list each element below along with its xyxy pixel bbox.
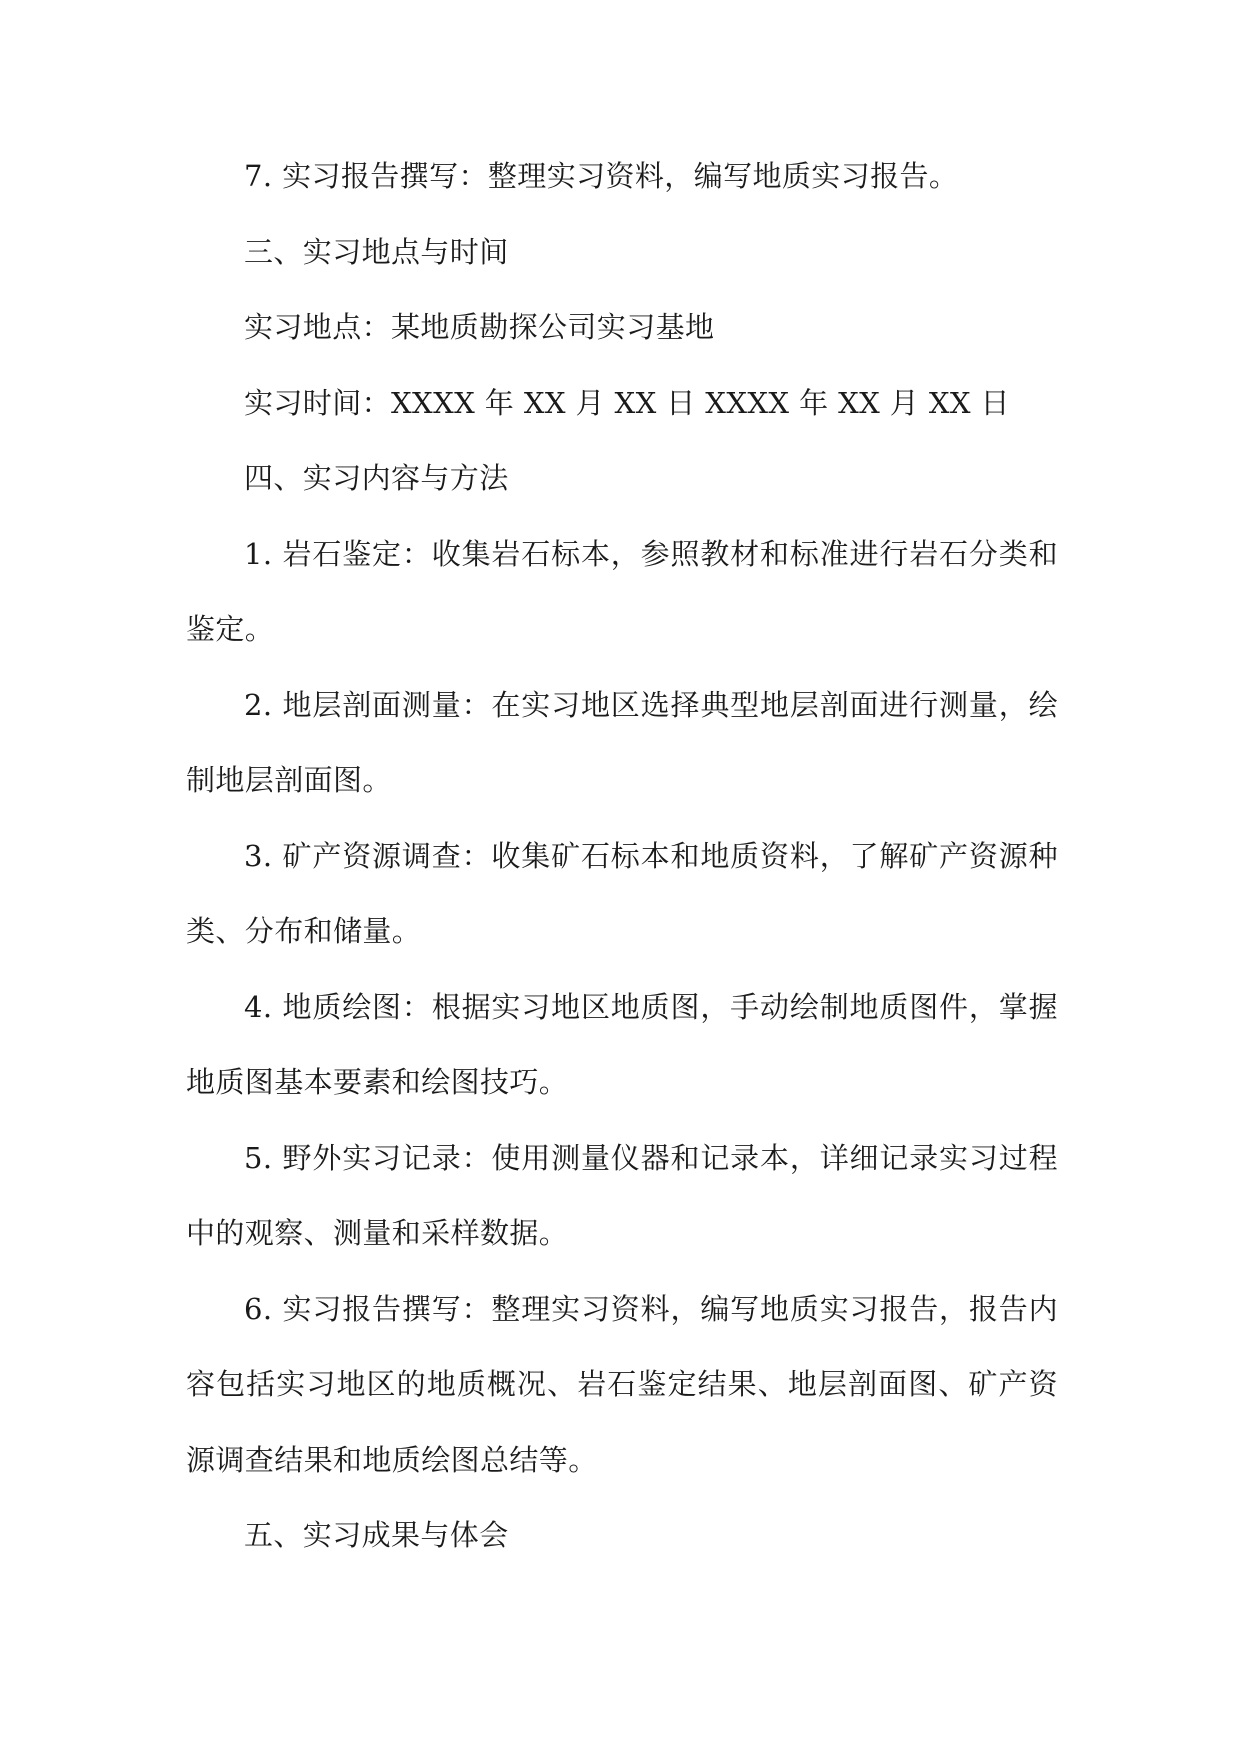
paragraph-mineral-survey: 3. 矿产资源调查：收集矿石标本和地质资料，了解矿产资源种类、分布和储量。 <box>186 838 1058 948</box>
paragraph-time: 实习时间：XXXX 年 XX 月 XX 日 XXXX 年 XX 月 XX 日 <box>244 385 1010 420</box>
paragraph-report-writing-step-7: 7. 实习报告撰写：整理实习资料，编写地质实习报告。 <box>244 159 959 193</box>
paragraph-stratigraphic-section: 2. 地层剖面测量：在实习地区选择典型地层剖面进行测量，绘制地层剖面图。 <box>186 687 1058 797</box>
section-heading-content-methods: 四、实习内容与方法 <box>244 461 509 495</box>
document-body <box>186 139 1058 1574</box>
paragraph-report-writing-step-6: 6. 实习报告撰写：整理实习资料，编写地质实习报告，报告内容包括实习地区的地质概况、岩石鉴定结果、地层剖面图、矿产资源调查结果和地质绘图总结等。 <box>186 1291 1058 1477</box>
section-heading-results: 五、实习成果与体会 <box>244 1518 509 1552</box>
paragraph-field-records: 5. 野外实习记录：使用测量仪器和记录本，详细记录实习过程中的观察、测量和采样数据。 <box>186 1140 1058 1250</box>
paragraph-geologic-mapping: 4. 地质绘图：根据实习地区地质图，手动绘制地质图件，掌握地质图基本要素和绘图技巧。 <box>186 989 1058 1099</box>
paragraph-location: 实习地点：某地质勘探公司实习基地 <box>244 310 715 344</box>
paragraph-rock-identification: 1. 岩石鉴定：收集岩石标本，参照教材和标准进行岩石分类和鉴定。 <box>186 536 1058 646</box>
section-heading-location-time: 三、实习地点与时间 <box>244 234 509 269</box>
